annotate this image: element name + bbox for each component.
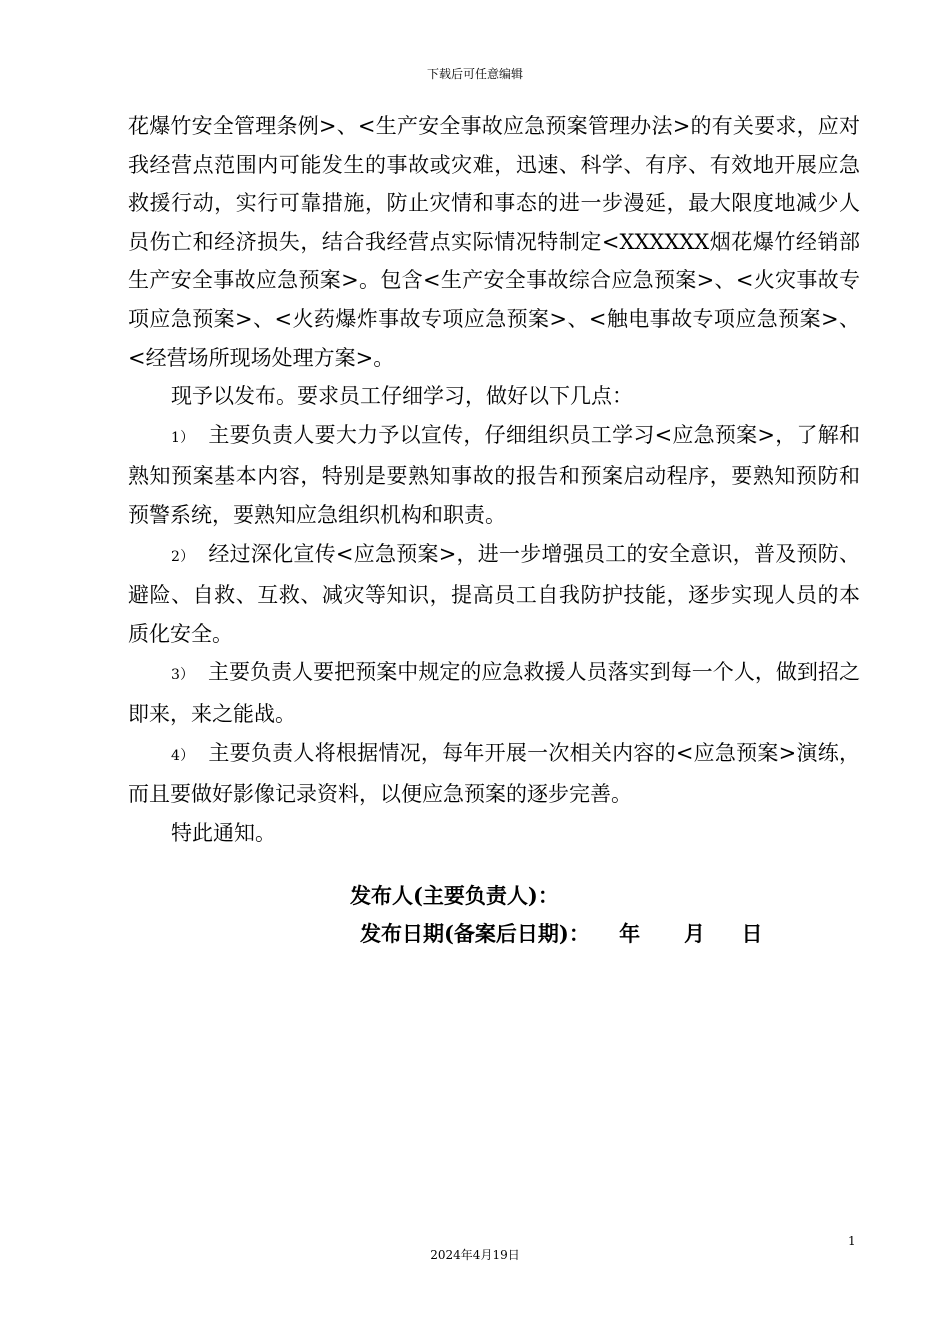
list-item-3 xyxy=(128,653,860,733)
page-header: 下载后可任意编辑 xyxy=(426,67,523,81)
intro-paragraph: 花爆竹安全管理条例>、<生产安全事故应急预案管理办法>的有关要求，应对我经营点范围内可能发生的事故或灾难，迅速、科学、有序、有效地开展应急救援行动，实行可靠措施，防止灾情和事态的进一步漫延，最大限度地减少人员伤亡和经济损失，结合我经营点实际情况特制定<XXXXXX烟花爆竹经销部生产安全事故应急预案>。包含<生产安全事故综合应急预案>、<火灾事故专项应急预案>、<火药爆炸事故专项应急预案>、<触电事故专项应急预案>、<经营场所现场处理方案>。 xyxy=(128,114,860,370)
list-item-1 xyxy=(128,416,860,535)
closing-paragraph: 特此通知。 xyxy=(171,820,276,845)
list-item-4 xyxy=(128,734,860,814)
list-item-2 xyxy=(128,535,860,654)
list-number-4: 4） xyxy=(171,747,195,764)
page-number: 1 xyxy=(848,1234,856,1248)
publisher-line: 发布人(主要负责人)： xyxy=(350,883,559,908)
list-text-1: 主要负责人要大力予以宣传，仔细组织员工学习<应急预案>，了解和熟知预案基本内容，特别是要熟知事故的报告和预案启动程序，要熟知预防和预警系统，要熟知应急组织机构和职责。 xyxy=(128,422,860,527)
list-text-4: 主要负责人将根据情况，每年开展一次相关内容的<应急预案>演练，而且要做好影像记录资料，以便应急预案的逐步完善。 xyxy=(128,740,860,807)
list-number-3: 3） xyxy=(171,667,194,684)
list-number-1: 1） xyxy=(171,429,195,446)
document-body xyxy=(128,107,860,852)
list-text-3: 主要负责人要把预案中规定的应急救援人员落实到每一个人，做到招之即来，来之能战。 xyxy=(128,660,860,726)
list-number-2: 2） xyxy=(171,548,195,565)
footer-date: 2024年4月19日 xyxy=(430,1248,520,1262)
announcement-paragraph: 现予以发布。要求员工仔细学习，做好以下几点： xyxy=(171,384,633,409)
publish-date-line: 发布日期(备案后日期)： 年 月 日 xyxy=(360,921,763,946)
list-text-2: 经过深化宣传<应急预案>，进一步增强员工的安全意识，普及预防、避险、自救、互救、减灾等知识，提高员工自我防护技能，逐步实现人员的本质化安全。 xyxy=(128,541,860,646)
